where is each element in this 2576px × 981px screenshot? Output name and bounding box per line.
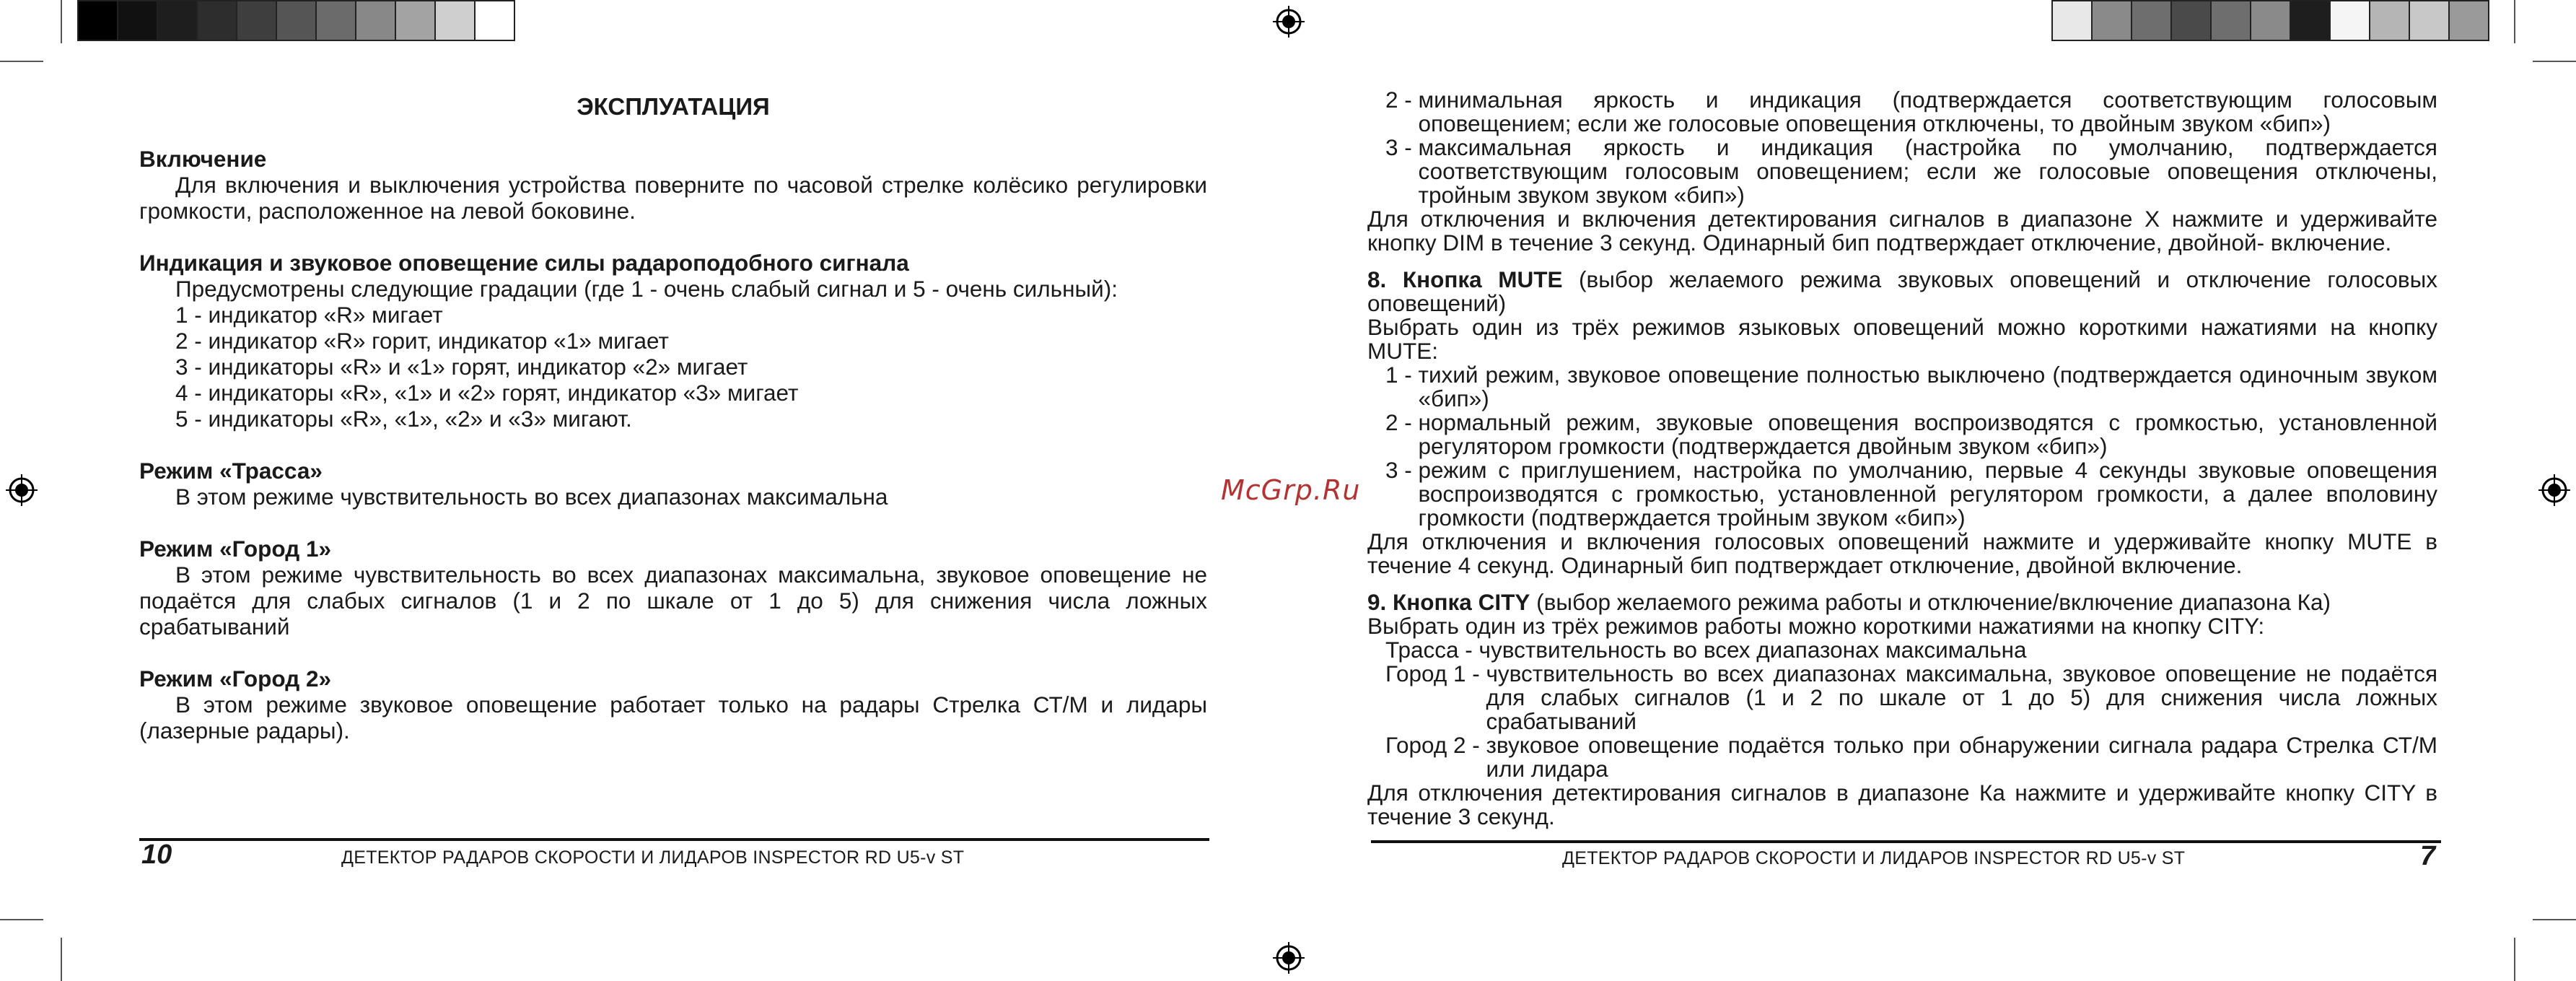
color-swatch [2290,0,2331,41]
footer-rule-right [1371,840,2441,843]
color-swatch [2210,0,2251,41]
list-item: 2 - индикатор «R» горит, индикатор «1» мигает [175,328,669,354]
color-swatch [2369,0,2410,41]
color-swatch [117,0,158,41]
color-swatch [196,0,237,41]
paragraph-city: Для отключения детектирования сигналов в диапазоне Ка нажмите и удерживайте кнопку CITY в течение 3 секунд. [1367,780,2437,829]
color-swatch [2091,0,2132,41]
list-item: 3 - максимальная яркость и индикация (настройка по умолчанию, подтверждается соответствующим голосовым оповещением; если же голосовые оповещения отключены, тройным звуком звуком «бип») [1385,134,2437,208]
section-heading-power: Включение [139,146,267,172]
list-item: 2 - минимальная яркость и индикация (подтверждается соответствующим голосовым оповещением; если же голосовые оповещения отключены, то двойным звуком «бип») [1385,87,2437,136]
trim-mark [2533,919,2576,920]
page-number-left: 10 [141,840,172,870]
section-text-city2: В этом режиме звуковое оповещение работает только на радары Стрелка СТ/М и лидары (лазерные радары). [139,692,1207,744]
paragraph-dim: Для отключения и включения детектирования сигналов в диапазоне X нажмите и удерживайте кнопку DIM в течение 3 секунд. Одинарный бип подтверждает отключение, двойной- включение. [1367,206,2437,256]
trim-mark [2514,938,2515,981]
color-swatch [2131,0,2172,41]
paragraph-city-intro: Выбрать один из трёх режимов работы можно короткими нажатиями на кнопку CITY: [1367,613,2265,639]
trim-mark [2533,61,2576,62]
list-item: 3 - индикаторы «R» и «1» горят, индикатор «2» мигает [175,354,748,380]
color-swatch [2051,0,2093,41]
watermark: McGrp.Ru [1221,474,1361,506]
paragraph-mute-intro: Выбрать один из трёх режимов языковых оповещений можно короткими нажатиями на кнопку MUTE: [1367,314,2437,364]
trim-mark [61,938,62,981]
color-swatch [315,0,356,41]
paragraph-mute: Для отключения и включения голосовых оповещений нажмите и удерживайте кнопку MUTE в течение 4 секунд. Одинарный бип подтверждает отключение, двойной включение. [1367,528,2437,578]
section-text-indication: Предусмотрены следующие градации (где 1 - очень слабый сигнал и 5 - очень сильный): [175,276,1118,302]
left-page-column [139,94,1207,744]
color-swatch [2250,0,2291,41]
registration-mark-top [1273,6,1305,38]
section-heading-city1: Режим «Город 1» [139,536,331,562]
section-heading-city2: Режим «Город 2» [139,666,331,692]
trim-mark [2514,0,2515,43]
list-item: 1 - индикатор «R» мигает [175,302,443,328]
color-swatch [2409,0,2450,41]
section-text-power: Для включения и выключения устройства поверните по часовой стрелке колёсико регулировки громкости, расположенное на левой боковине. [139,172,1207,224]
color-strip-right [2051,0,2488,41]
registration-mark-right [2538,474,2570,506]
color-swatch [2329,0,2370,41]
section-heading-city: 9. Кнопка CITY (выбор желаемого режима работы и отключение/включение диапазона Ка) [1367,589,2331,615]
color-swatch [2448,0,2489,41]
page-title: ЭКСПЛУАТАЦИЯ [577,93,770,120]
list-item: 3 - режим с приглушением, настройка по умолчанию, первые 4 секунды звуковые оповещения воспроизводятся с громкостью, установленной регулятором громкости, а далее вполовину громкости (подтверждается тройным звуком «бип») [1385,457,2437,531]
registration-mark-bottom [1273,942,1305,974]
section-heading-mute: 8. Кнопка MUTE (выбор желаемого режима звуковых оповещений и отключение голосовых оповещений) [1367,266,2437,316]
right-page-column [1367,88,2437,829]
footer-text-left: ДЕТЕКТОР РАДАРОВ СКОРОСТИ И ЛИДАРОВ INSPECTOR RD U5-v ST [341,847,965,868]
color-swatch [355,0,396,41]
trim-mark [0,61,43,62]
list-item: Город 2 - звуковое оповещение подаётся только при обнаружении сигнала радара Стрелка СТ/М или лидара [1385,732,2437,782]
color-swatch [395,0,436,41]
list-item: 2 - нормальный режим, звуковые оповещения воспроизводятся с громкостью, установленной регулятором громкости (подтверждается двойным звуком «бип») [1385,409,2437,459]
registration-mark-left [6,474,38,506]
list-item: 1 - тихий режим, звуковое оповещение полностью выключено (подтверждается одиночным звуком «бип») [1385,362,2437,411]
color-swatch [157,0,198,41]
trim-mark [0,919,43,920]
list-item: 5 - индикаторы «R», «1», «2» и «3» мигают. [175,406,632,432]
section-heading-highway: Режим «Трасса» [139,458,323,484]
trim-mark [61,0,62,43]
section-heading-indication: Индикация и звуковое оповещение силы радароподобного сигнала [139,250,909,276]
color-swatch [77,0,118,41]
list-item: 4 - индикаторы «R», «1» и «2» горят, индикатор «3» мигает [175,380,799,406]
list-item: Город 1 - чувствительность во всех диапазонах максимальна, звуковое оповещение не подаётся для слабых сигналов (1 и 2 по шкале от 1 до 5) для снижения числа ложных срабатываний [1385,660,2437,734]
color-swatch [276,0,317,41]
footer-text-right: ДЕТЕКТОР РАДАРОВ СКОРОСТИ И ЛИДАРОВ INSPECTOR RD U5-v ST [1562,848,2186,868]
color-swatch [236,0,277,41]
color-swatch [434,0,476,41]
color-swatch [2170,0,2212,41]
color-strip-left [77,0,514,41]
page-number-right: 7 [2420,841,2436,871]
footer-rule-left [139,838,1209,841]
color-swatch [474,0,515,41]
list-item: Трасса - чувствительность во всех диапазонах максимальна [1385,637,2027,663]
section-text-highway: В этом режиме чувствительность во всех диапазонах максимальна [175,484,888,510]
section-text-city1: В этом режиме чувствительность во всех диапазонах максимальна, звуковое оповещение не подаётся для слабых сигналов (1 и 2 по шкале от 1 до 5) для снижения числа ложных срабатываний [139,562,1207,640]
